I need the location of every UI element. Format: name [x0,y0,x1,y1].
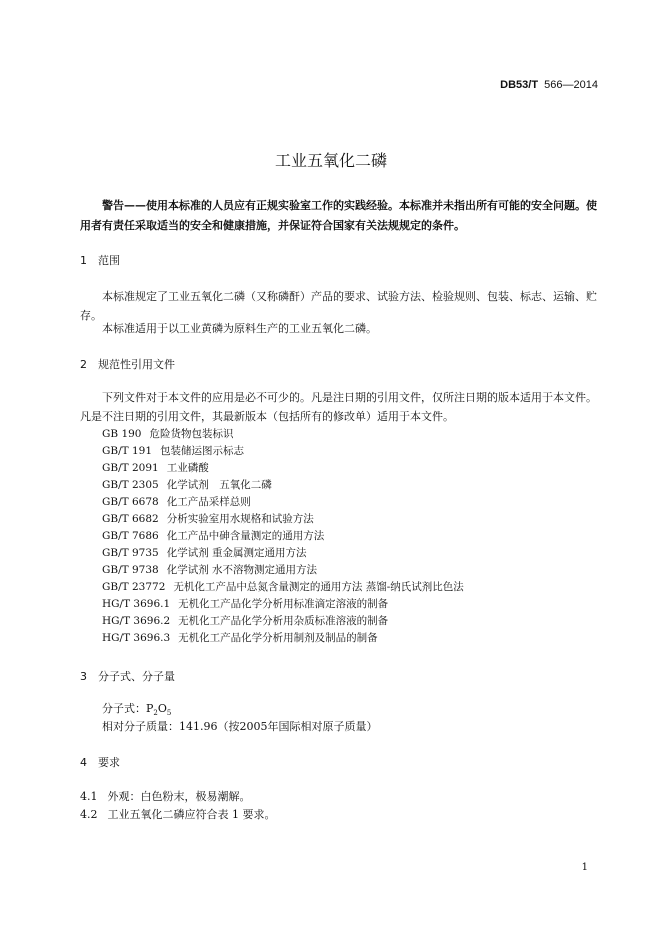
section-3-heading [80,668,175,684]
reference-code: HG/T 3696.2 [102,615,171,627]
reference-title: 化学试剂 五氧化二磷 [166,479,272,491]
reference-code: GB/T 191 [102,445,153,457]
section-title: 分子式、分子量 [98,670,175,683]
reference-item [102,477,272,492]
section-title: 范围 [98,254,120,267]
reference-title: 包装储运图示标志 [160,445,245,457]
section-title: 规范性引用文件 [98,358,175,371]
reference-item [102,511,314,526]
reference-item [102,596,388,611]
formula-label: 分子式： [102,702,146,715]
formula-element-o: O [157,702,167,715]
reference-code: GB/T 2091 [102,462,159,474]
section-number: 3 [80,670,87,683]
reference-code: GB/T 6682 [102,513,159,525]
reference-title: 化学试剂 水不溶物测定通用方法 [166,564,318,576]
reference-title: 化学试剂 重金属测定通用方法 [166,547,307,559]
section-number: 1 [80,254,87,267]
reference-title: 工业磷酸 [166,462,209,474]
reference-item [102,613,388,628]
formula-subscript-o: 5 [166,709,172,718]
document-title: 工业五氧化二磷 [274,151,387,170]
reference-title: 无机化工产品中总氮含量测定的通用方法 蒸馏-纳氏试剂比色法 [173,581,464,593]
reference-code: HG/T 3696.3 [102,632,171,644]
section-number: 2 [80,358,87,371]
requirement-item [80,788,251,804]
reference-item [102,443,244,458]
section-4-heading [80,754,120,770]
reference-title: 分析实验室用水规格和试验方法 [166,513,314,525]
section-2-heading [80,356,175,372]
reference-item [102,562,317,577]
reference-code: GB/T 23772 [102,581,166,593]
reference-code: GB/T 6678 [102,496,159,508]
requirement-number: 4.1 [80,790,98,803]
section-number: 4 [80,756,87,769]
reference-title: 化工产品采样总则 [166,496,251,508]
reference-item [102,426,233,441]
reference-item [102,528,324,543]
warning-paragraph: 警告——使用本标准的人员应有正规实验室工作的实践经验。本标准并未指出所有可能的安全问题。使用者有责任采取适当的安全和健康措施，并保证符合国家有关法规规定的条件。 [80,199,597,232]
page-number: 1 [581,862,588,873]
reference-code: GB/T 7686 [102,530,159,542]
reference-title: 危险货物包装标识 [149,428,234,440]
section-title: 要求 [98,756,120,769]
reference-item [102,630,378,645]
reference-item [102,579,464,594]
standard-code [500,79,598,91]
reference-code: GB 190 [102,428,142,440]
reference-code: GB/T 9738 [102,564,159,576]
references-intro: 下列文件对于本文件的应用是必不可少的。凡是注日期的引用文件，仅所注日期的版本适用于本文件。凡是不注日期的引用文件，其最新版本（包括所有的修改单）适用于本文件。 [80,391,597,423]
reference-code: HG/T 3696.1 [102,598,171,610]
section-1-heading [80,252,120,268]
reference-item [102,545,307,560]
requirement-text: 外观：白色粉末，极易潮解。 [107,790,251,803]
molecular-mass: 相对分子质量：141.96（按2005年国际相对原子质量） [102,720,378,733]
reference-title: 无机化工产品化学分析用制剂及制品的制备 [178,632,378,644]
formula-subscript-p: 2 [153,709,158,718]
reference-code: GB/T 2305 [102,479,159,491]
standard-number: 566—2014 [544,79,598,91]
scope-paragraph-2: 本标准适用于以工业黄磷为原料生产的工业五氧化二磷。 [102,322,377,335]
requirement-number: 4.2 [80,808,98,821]
scope-paragraph-1: 本标准规定了工业五氧化二磷（又称磷酐）产品的要求、试验方法、检验规则、包装、标志、运输、贮存。 [80,290,597,322]
reference-code: GB/T 9735 [102,547,159,559]
reference-title: 无机化工产品化学分析用标准滴定溶液的制备 [178,598,389,610]
standard-prefix: DB53/T [500,79,539,91]
molecular-formula [102,700,171,717]
formula-element-p: P [146,702,154,715]
reference-item [102,494,251,509]
reference-title: 无机化工产品化学分析用杂质标准溶液的制备 [178,615,389,627]
reference-title: 化工产品中砷含量测定的通用方法 [166,530,325,542]
requirement-text: 工业五氧化二磷应符合表 1 要求。 [107,808,276,821]
reference-item [102,460,209,475]
requirement-item [80,806,276,822]
